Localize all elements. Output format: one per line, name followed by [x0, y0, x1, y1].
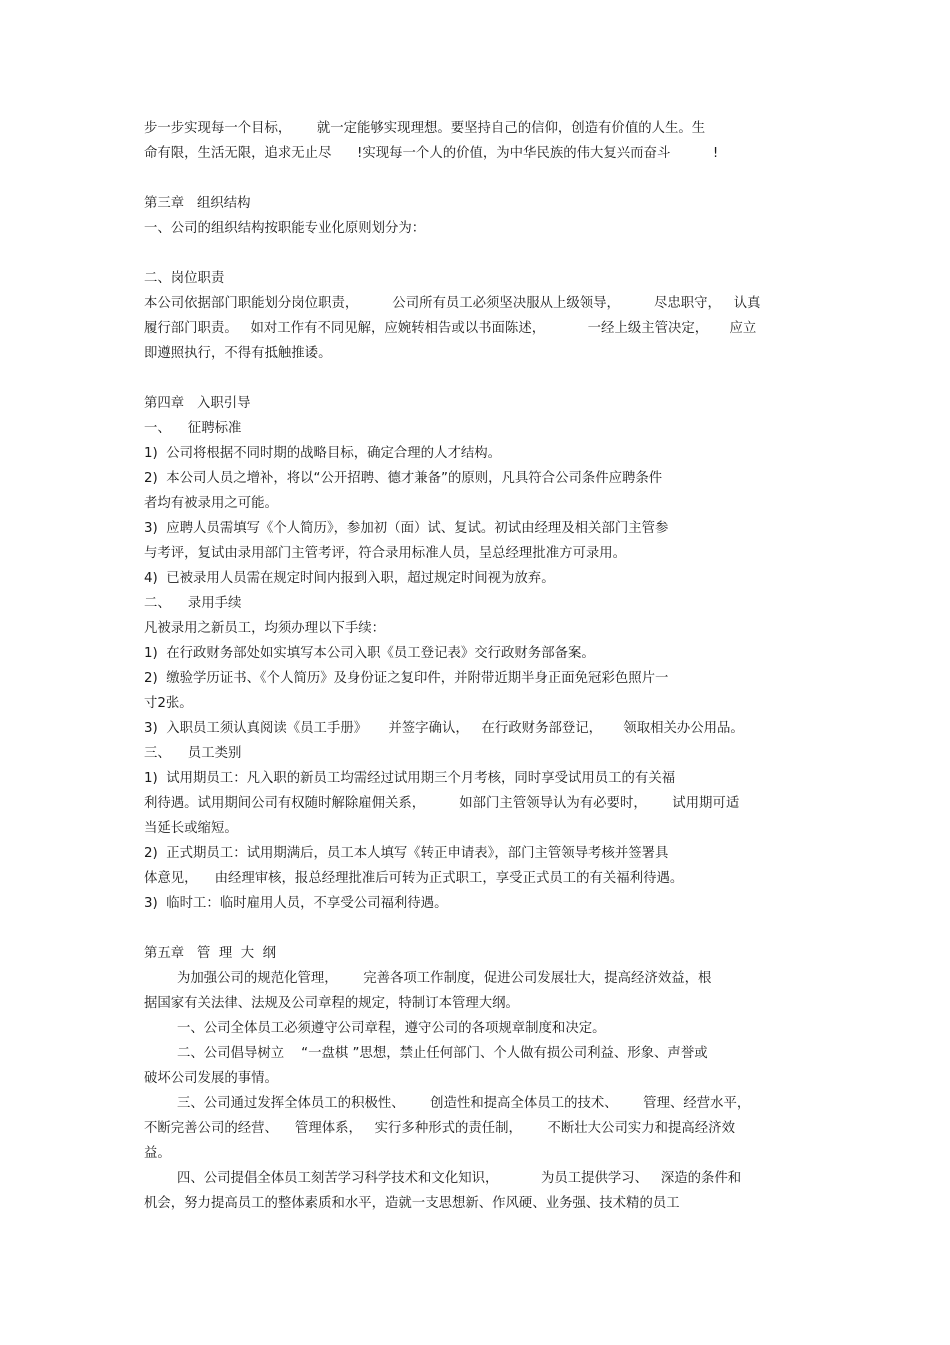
chapter-heading: 第三章 组织结构 [144, 196, 251, 211]
list-item-continuation: 利待遇。试用期间公司有权随时解除雇佣关系， 如部门主管领导认为有必要时， 试用期可适 [144, 796, 740, 811]
list-item-continuation: 者均有被录用之可能。 [144, 496, 278, 511]
body-text-line: 即遵照执行，不得有抵触推诿。 [144, 346, 332, 361]
body-text-line: 履行部门职责。 如对工作有不同见解，应婉转相告或以书面陈述， 一经上级主管决定， 应立 [144, 321, 757, 336]
body-text-line: 四、公司提倡全体员工刻苦学习科学技术和文化知识， 为员工提供学习、 深造的条件和 [177, 1171, 742, 1186]
list-item: 1) 试用期员工：凡入职的新员工均需经过试用期三个月考核，同时享受试用员工的有关福 [144, 771, 676, 786]
section-heading: 二、岗位职责 [144, 271, 225, 286]
body-text-line: 为加强公司的规范化管理， 完善各项工作制度，促进公司发展壮大，提高经济效益，根 [177, 971, 712, 986]
body-text-line: 机会，努力提高员工的整体素质和水平，造就一支思想新、作风硬、业务强、技术精的员工 [144, 1196, 680, 1211]
body-text-line: 破坏公司发展的事情。 [144, 1071, 278, 1086]
list-item-continuation: 与考评，复试由录用部门主管考评，符合录用标准人员，呈总经理批准方可录用。 [144, 546, 627, 561]
chapter-heading: 第五章 管 理 大 纲 [144, 946, 277, 961]
chapter-heading: 第四章 入职引导 [144, 396, 251, 411]
section-heading: 一、 征聘标准 [144, 421, 242, 436]
list-item-continuation: 当延长或缩短。 [144, 821, 238, 836]
section-heading: 二、 录用手续 [144, 596, 242, 611]
body-text-line: 三、公司通过发挥全体员工的积极性、 创造性和提高全体员工的技术、 管理、经营水平， [177, 1096, 751, 1111]
body-text-line: 益。 [144, 1146, 171, 1161]
list-item: 2) 缴验学历证书、《个人简历》及身份证之复印件，并附带近期半身正面免冠彩色照片一 [144, 671, 669, 686]
list-item: 3) 应聘人员需填写《个人简历》，参加初（面）试、复试。初试由经理及相关部门主管参 [144, 521, 669, 536]
body-text-line: 本公司依据部门职能划分岗位职责， 公司所有员工必须坚决服从上级领导， 尽忠职守， 认真 [144, 296, 761, 311]
body-text-line: 据国家有关法律、法规及公司章程的规定，特制订本管理大纲。 [144, 996, 519, 1011]
list-item: 2) 正式期员工：试用期满后，员工本人填写《转正申请表》，部门主管领导考核并签署具 [144, 846, 669, 861]
list-item-continuation: 体意见， 由经理审核，报总经理批准后可转为正式职工，享受正式员工的有关福利待遇。 [144, 871, 684, 886]
list-item: 4) 已被录用人员需在规定时间内报到入职，超过规定时间视为放弃。 [144, 571, 555, 586]
list-item: 2) 本公司人员之增补，将以“公开招聘、德才兼备”的原则，凡具符合公司条件应聘条件 [144, 471, 663, 486]
section-heading: 三、 员工类别 [144, 746, 242, 761]
body-text-line: 一、公司的组织结构按职能专业化原则划分为： [144, 221, 426, 236]
list-item: 3) 入职员工须认真阅读《员工手册》 并签字确认， 在行政财务部登记， 领取相关办公用品。 [144, 721, 744, 736]
body-text-line: 二、公司倡导树立 “一盘棋 ”思想，禁止任何部门、个人做有损公司利益、形象、声誉或 [177, 1046, 708, 1061]
list-item: 1) 公司将根据不同时期的战略目标，确定合理的人才结构。 [144, 446, 502, 461]
body-text-line: 步一步实现每一个目标， 就一定能够实现理想。要坚持自己的信仰，创造有价值的人生。生 [144, 121, 706, 136]
list-item-continuation: 寸2张。 [144, 696, 193, 711]
body-text-line: 不断完善公司的经营、 管理体系， 实行多种形式的责任制， 不断壮大公司实力和提高经济效 [144, 1121, 735, 1136]
body-text-line: 一、公司全体员工必须遵守公司章程，遵守公司的各项规章制度和决定。 [177, 1021, 606, 1036]
list-item: 3) 临时工：临时雇用人员，不享受公司福利待遇。 [144, 896, 448, 911]
list-item: 1) 在行政财务部处如实填写本公司入职《员工登记表》交行政财务部备案。 [144, 646, 595, 661]
body-text-line: 凡被录用之新员工，均须办理以下手续： [144, 621, 386, 636]
body-text-line: 命有限，生活无限，追求无止尽 !实现每一个人的价值，为中华民族的伟大复兴而奋斗 ! [144, 146, 719, 161]
